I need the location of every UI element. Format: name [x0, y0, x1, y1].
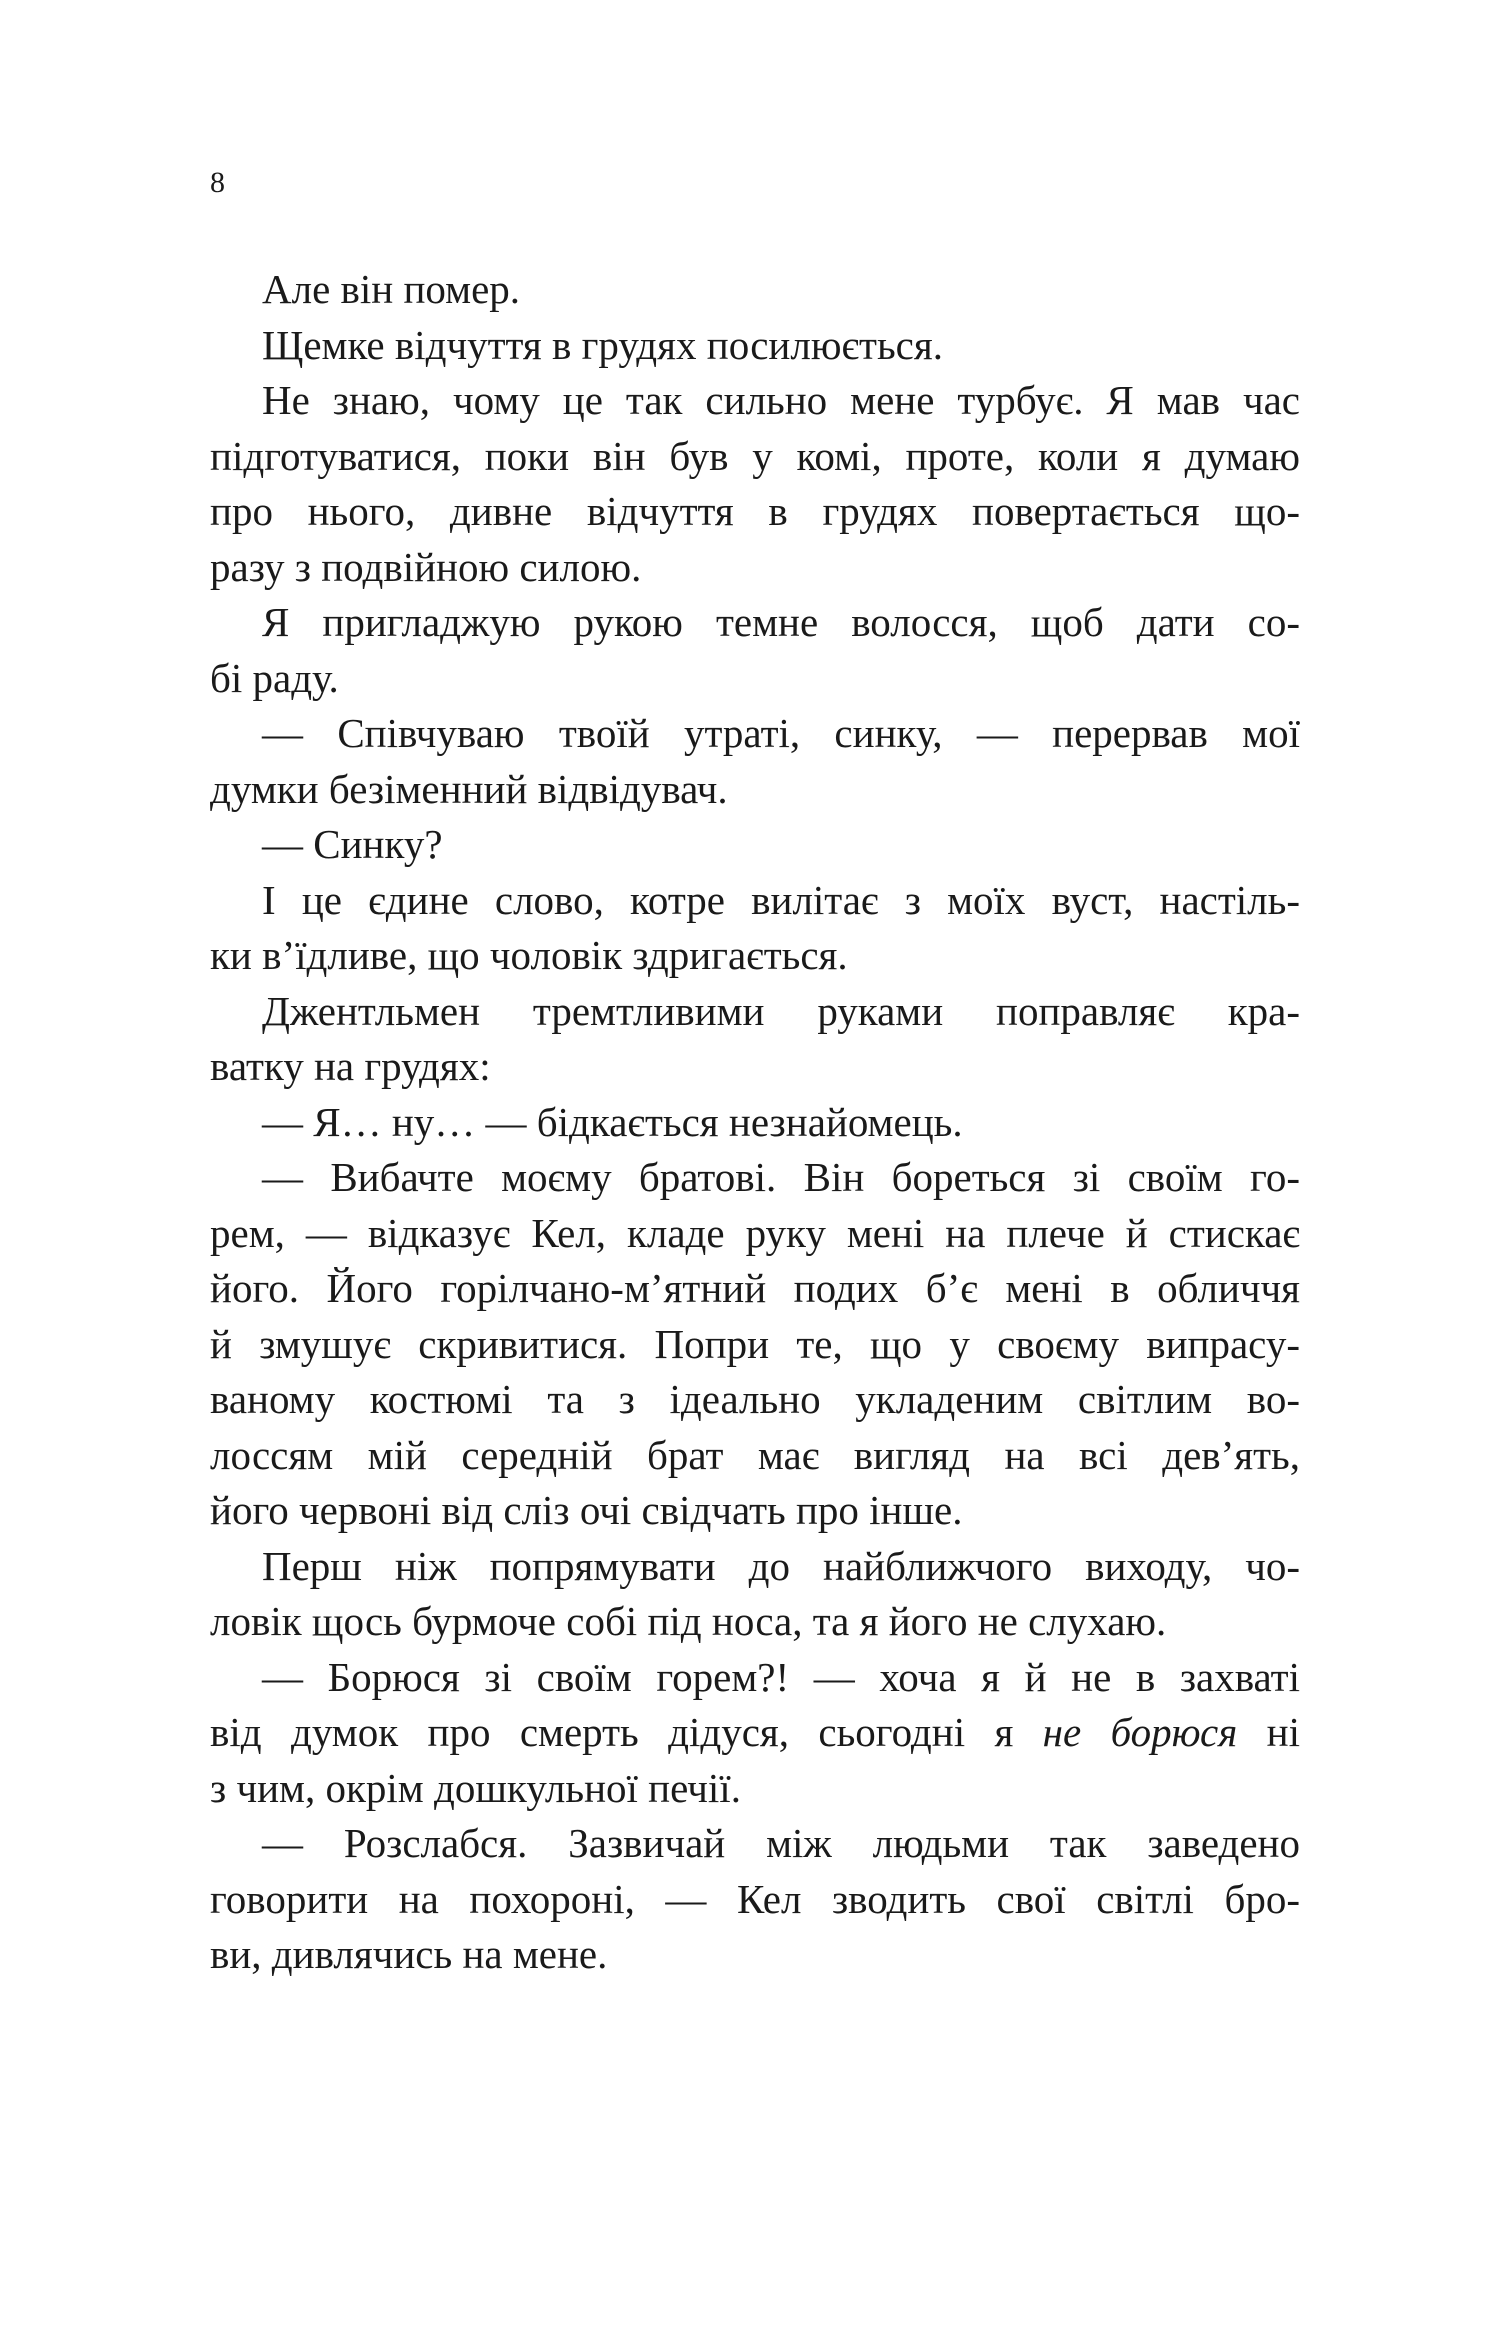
text-line: підготуватися, поки він був у комі, проте, коли я думаю [210, 432, 1300, 479]
text-line: Не знаю, чому це так сильно мене турбує. Я мав час [262, 377, 1300, 423]
text-line: про нього, дивне відчуття в грудях повертається що- [210, 488, 1300, 534]
text-line: — Розслабся. Зазвичай між людьми так заведено [262, 1820, 1300, 1866]
text-segment: ні [1237, 1709, 1300, 1755]
paragraph [210, 1150, 1300, 1539]
page-number: 8 [210, 166, 225, 199]
paragraph [210, 1539, 1300, 1650]
text-segment: від думок про смерть дідуся, сьогодні я [210, 1709, 1043, 1755]
text-line: ви, дивлячись на мене. [210, 1931, 608, 1977]
text-line: думки безіменний відвідувач. [210, 765, 728, 812]
text-line: — Співчуваю твоїй утраті, синку, — перервав мої [262, 710, 1300, 756]
text-line: — Я… ну… — бідкається незнайомець. [262, 1098, 963, 1145]
text-line: Перш ніж попрямувати до найближчого виходу, чо- [262, 1542, 1300, 1589]
text-line: Щемке відчуття в грудях посилюється. [262, 321, 943, 368]
paragraph [210, 1816, 1300, 1983]
paragraph [210, 318, 1300, 374]
emphasis-text: не борюся [1042, 1709, 1238, 1755]
text-line: ватку на грудях: [210, 1043, 491, 1089]
text-line: бі раду. [210, 654, 339, 701]
text-line: разу з подвійною силою. [210, 543, 642, 590]
text-line: ки в’їдливе, що чоловік здригається. [210, 932, 848, 978]
text-line: ваному костюмі та з ідеально укладеним світлим во- [210, 1376, 1300, 1422]
text-line: Але він помер. [262, 266, 521, 312]
text-line [210, 1705, 1300, 1761]
text-line: — Борюся зі своїм горем?! — хоча я й не в захваті [262, 1653, 1300, 1700]
text-line: ловік щось бурмоче собі під носа, та я його не слухаю. [210, 1598, 1167, 1644]
text-line: його червоні від сліз очі свідчать про інше. [210, 1487, 963, 1533]
paragraph [210, 1095, 1300, 1151]
paragraph [210, 817, 1300, 873]
text-line: й змушує скривитися. Попри те, що у своєму випрасу- [210, 1320, 1300, 1367]
text-line: І це єдине слово, котре вилітає з моїх вуст, настіль- [262, 876, 1300, 923]
text-line: — Вибачте моєму братові. Він бореться зі своїм го- [262, 1154, 1300, 1200]
paragraph [210, 1650, 1300, 1817]
paragraph [210, 373, 1300, 595]
paragraph [210, 984, 1300, 1095]
text-line: лоссям мій середній брат має вигляд на всі дев’ять, [210, 1431, 1300, 1478]
text-line: Джентльмен тремтливими руками поправляє кра- [262, 987, 1300, 1034]
paragraph [210, 873, 1300, 984]
text-line: — Синку? [262, 821, 443, 867]
text-line: його. Його горілчано-м’ятний подих б’є мені в обличчя [210, 1265, 1300, 1311]
paragraph [210, 706, 1300, 817]
text-line: Я пригладжую рукою темне волосся, щоб дати со- [262, 599, 1300, 645]
text-line: рем, — відказує Кел, кладе руку мені на плече й стискає [210, 1209, 1300, 1256]
text-line: з чим, окрім дошкульної печії. [210, 1764, 741, 1811]
body-text [210, 262, 1300, 1983]
text-line: говорити на похороні, — Кел зводить свої світлі бро- [210, 1875, 1300, 1922]
paragraph [210, 262, 1300, 318]
paragraph [210, 595, 1300, 706]
